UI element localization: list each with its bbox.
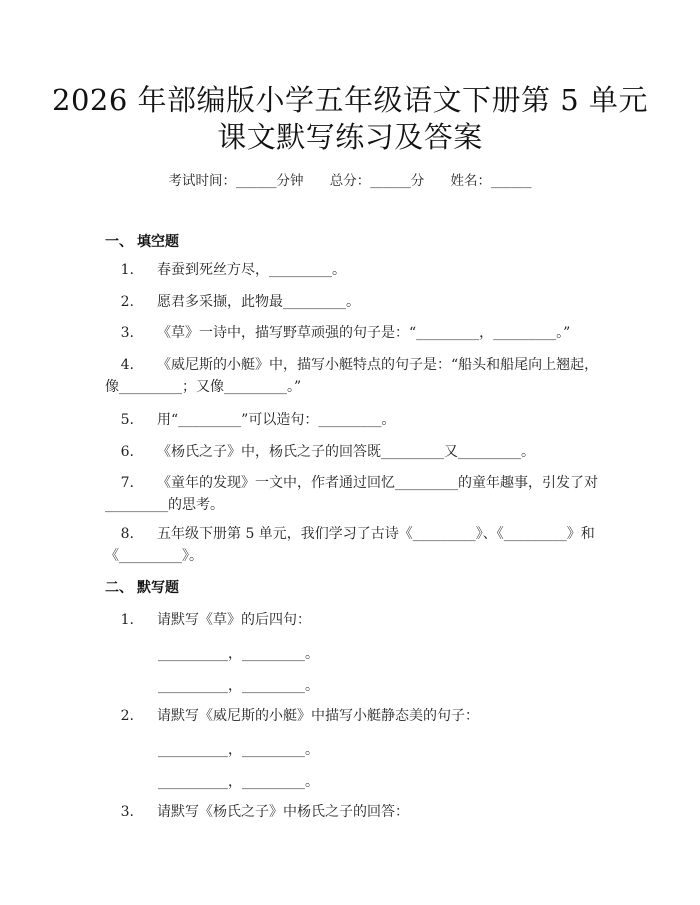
question-text: 《杨氏之子》中，杨氏之子的回答既_________又_________。	[157, 444, 535, 460]
question-item	[108, 800, 603, 825]
question-number: 3.	[120, 804, 134, 820]
question-item	[108, 440, 603, 465]
section-number: 二、	[105, 580, 133, 596]
question-text: 《童年的发现》一文中，作者通过回忆_________的童年趣事，引发了对	[157, 475, 598, 491]
question-item	[108, 704, 603, 729]
question-text: 愿君多采撷，此物最_________。	[157, 294, 360, 310]
question-text: 请默写《威尼斯的小艇》中描写小艇静态美的句子：	[157, 708, 479, 724]
question-text: 《草》一诗中，描写野草顽强的句子是：“_________，_________。”	[157, 325, 571, 341]
exam-score: 总分：______分	[329, 173, 425, 189]
section-title: 默写题	[137, 580, 179, 596]
question-item	[108, 408, 603, 433]
exam-meta	[0, 169, 700, 189]
question-number: 1.	[120, 262, 134, 278]
exam-time: 考试时间：______分钟	[168, 173, 304, 189]
question-item	[108, 608, 603, 633]
question-item	[108, 258, 603, 283]
question-number: 7.	[120, 475, 134, 491]
question-text: 五年级下册第 5 单元，我们学习了古诗《_________》、《_________》和	[157, 526, 595, 542]
question-number: 4.	[120, 357, 134, 373]
question-number: 2.	[120, 708, 134, 724]
document-title-line2: 课文默写练习及答案	[217, 120, 483, 154]
question-number: 6.	[120, 444, 134, 460]
question-continuation: 《_________》。	[105, 548, 203, 564]
question-number: 8.	[120, 526, 134, 542]
question-text: 请默写《草》的后四句：	[157, 612, 311, 628]
section-number: 一、	[105, 234, 133, 250]
question-item	[108, 321, 603, 346]
document-title-line1: 2026 年部编版小学五年级语文下册第 5 单元	[52, 83, 648, 117]
question-item	[108, 290, 603, 315]
question-number: 5.	[120, 412, 134, 428]
section-heading	[105, 231, 179, 251]
answer-blank-line: __________，_________。	[158, 774, 319, 790]
section-title: 填空题	[137, 234, 179, 250]
question-text: 请默写《杨氏之子》中杨氏之子的回答：	[157, 804, 409, 820]
question-number: 2.	[120, 294, 134, 310]
question-continuation: _________的思考。	[105, 497, 224, 513]
question-text: 春蚕到死丝方尽，_________。	[157, 262, 346, 278]
question-text: 《威尼斯的小艇》中，描写小艇特点的句子是：“船头和船尾向上翘起，	[157, 357, 599, 373]
question-number: 3.	[120, 325, 134, 341]
question-continuation: 像_________；又像_________。”	[105, 379, 302, 395]
question-number: 1.	[120, 612, 134, 628]
student-name: 姓名：______	[450, 173, 532, 189]
answer-blank-line: __________，_________。	[158, 646, 319, 662]
answer-blank-line: __________，_________。	[158, 742, 319, 758]
answer-blank-line: __________，_________。	[158, 678, 319, 694]
section-heading	[105, 577, 179, 597]
question-text: 用“_________”可以造句：_________。	[157, 412, 396, 428]
